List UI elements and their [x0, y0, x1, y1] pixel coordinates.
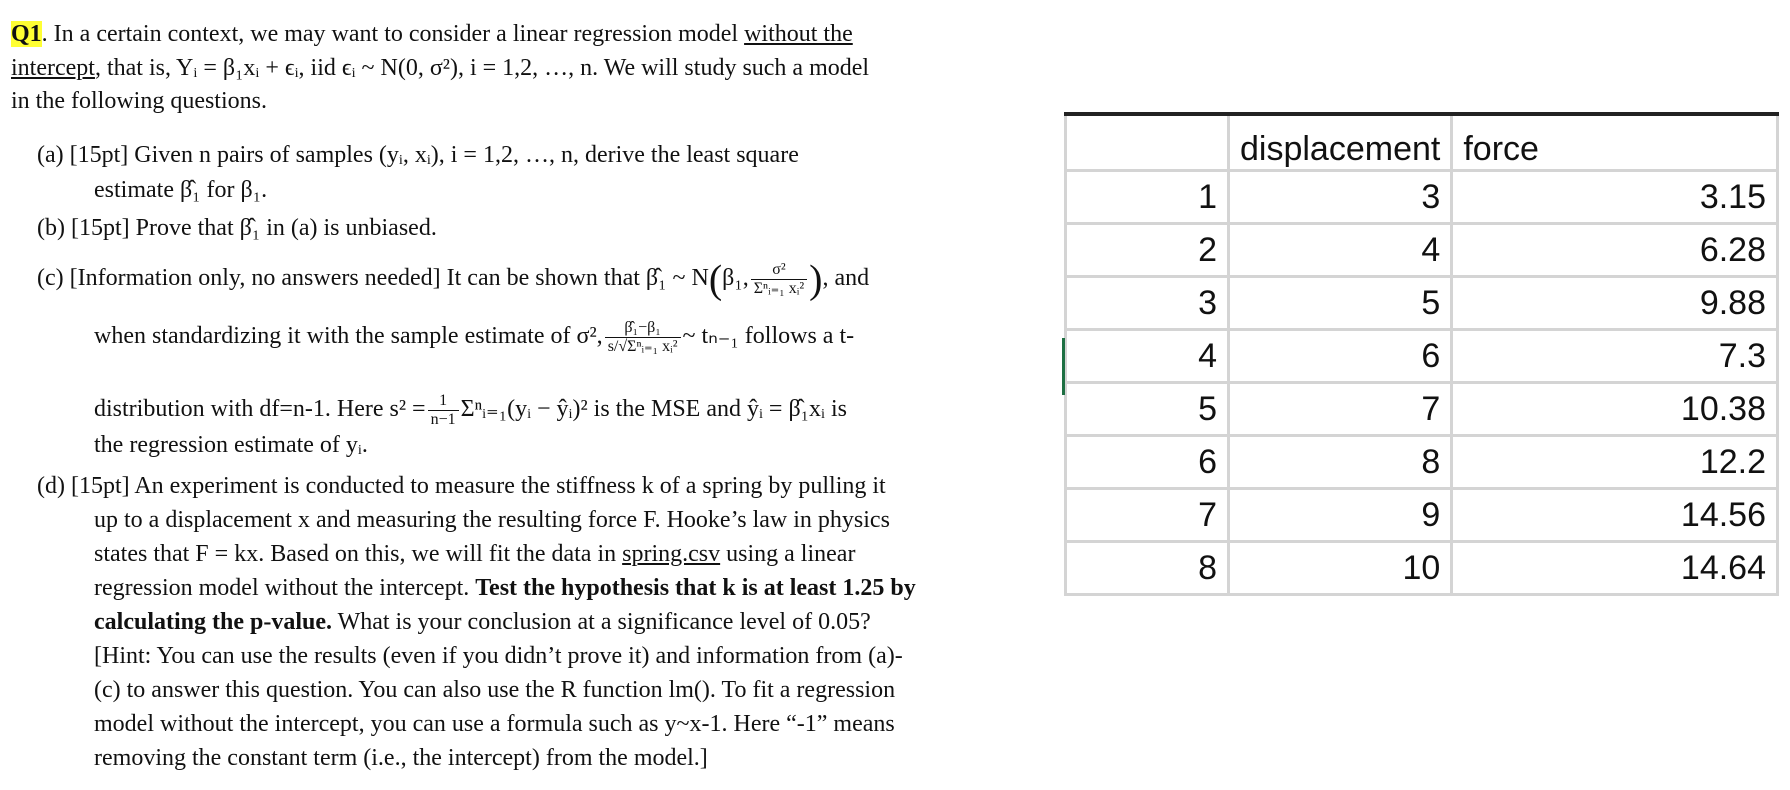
table-cell[interactable]: 4: [1066, 330, 1229, 383]
numerator: σ²: [751, 261, 807, 280]
table-cell[interactable]: 8: [1229, 436, 1452, 489]
table-cell[interactable]: 2: [1066, 224, 1229, 277]
table-cell[interactable]: 1: [1066, 171, 1229, 224]
intro-line-1: [11, 19, 853, 49]
table-row: [1066, 383, 1778, 436]
table-cell[interactable]: 9.88: [1452, 277, 1778, 330]
table-row: [1066, 224, 1778, 277]
table-cell[interactable]: 3: [1066, 277, 1229, 330]
part-d-line-2: up to a displacement x and measuring the resulting force F. Hooke’s law in physics: [94, 507, 890, 533]
part-c-line-3: [94, 389, 847, 429]
part-a-line-2: estimate β̂₁ for β₁.: [94, 177, 268, 203]
denominator: n−1: [430, 410, 456, 428]
table-header-row: [1066, 114, 1778, 171]
part-d-line-9: removing the constant term (i.e., the intercept) from the model.]: [94, 745, 708, 771]
table-cell[interactable]: 4: [1229, 224, 1452, 277]
table-cell[interactable]: 10: [1229, 542, 1452, 595]
table-row: [1066, 436, 1778, 489]
numerator: 1: [428, 392, 459, 411]
part-d-line-6: [Hint: You can use the results (even if you didn’t prove it) and information from (a)-: [94, 643, 903, 669]
table-cell[interactable]: 6: [1229, 330, 1452, 383]
text: What is your conclusion at a significance level of 0.05?: [332, 609, 871, 635]
denominator: s/√Σⁿᵢ₌₁ xᵢ²: [607, 337, 678, 355]
denominator: Σⁿᵢ₌₁ xᵢ²: [753, 279, 805, 297]
text: distribution with df=n-1. Here s² =: [94, 396, 426, 422]
part-d-line-1: (d) [15pt] An experiment is conducted to measure the stiffness k of a spring by pulling it: [37, 473, 886, 499]
intro-line-3: in the following questions.: [11, 88, 267, 114]
part-d-line-3: [94, 539, 855, 569]
table-cell[interactable]: 9: [1229, 489, 1452, 542]
file-link[interactable]: spring.csv: [622, 541, 721, 567]
text: using a linear: [720, 541, 856, 567]
text: (c) [Information only, no answers needed] It can be shown that β̂₁ ~ N: [37, 265, 709, 291]
table-cell[interactable]: 14.64: [1452, 542, 1778, 595]
part-a-line-1: (a) [15pt] Given n pairs of samples (yᵢ, xᵢ), i = 1,2, …, n, derive the least square: [37, 142, 799, 168]
table-cell[interactable]: 7.3: [1452, 330, 1778, 383]
table-row: [1066, 277, 1778, 330]
table-cell[interactable]: 5: [1066, 383, 1229, 436]
numerator: β̂₁−β₁: [605, 319, 681, 338]
text: , that is, Yᵢ = β₁xᵢ + ϵᵢ, iid ϵᵢ ~ N(0, σ²), i = 1,2, …, n. We will study such a model: [94, 55, 870, 81]
header-cell[interactable]: [1066, 114, 1229, 171]
table-cell[interactable]: 7: [1229, 383, 1452, 436]
text: Σⁿᵢ₌₁(yᵢ − ŷᵢ)² is the MSE and ŷᵢ = β̂₁xᵢ is: [460, 396, 847, 422]
table-cell[interactable]: 10.38: [1452, 383, 1778, 436]
text: states that F = kx. Based on this, we will fit the data in: [94, 541, 623, 567]
header-cell[interactable]: force: [1452, 114, 1778, 171]
part-d-line-4: [94, 573, 916, 603]
part-d-line-5: [94, 607, 871, 637]
part-c-line-2: [94, 316, 854, 356]
table-cell[interactable]: 14.56: [1452, 489, 1778, 542]
underlined-text: without the: [744, 21, 853, 47]
underlined-text: intercept: [11, 55, 95, 81]
text: . In a certain context, we may want to consider a linear regression model: [41, 21, 745, 47]
table-cell[interactable]: 3: [1229, 171, 1452, 224]
text: regression model without the intercept.: [94, 575, 476, 601]
part-d-line-8: model without the intercept, you can use a formula such as y~x-1. Here “-1” means: [94, 711, 895, 737]
text: , and: [822, 265, 870, 291]
part-d-line-7: (c) to answer this question. You can also use the R function lm(). To fit a regression: [94, 677, 896, 703]
paren: (: [708, 256, 723, 302]
table-row: [1066, 542, 1778, 595]
spring-data-table: [1064, 112, 1779, 596]
table-cell[interactable]: 5: [1229, 277, 1452, 330]
text: β₁,: [722, 265, 749, 291]
part-c-line-1: [37, 256, 870, 302]
t-stat-fraction: [605, 319, 681, 356]
mse-fraction: [428, 392, 459, 429]
part-b-line-1: (b) [15pt] Prove that β̂₁ in (a) is unbiased.: [37, 215, 437, 241]
table-row: [1066, 330, 1778, 383]
active-row-marker: [1062, 338, 1065, 395]
question-label: Q1: [11, 21, 42, 47]
table-cell[interactable]: 8: [1066, 542, 1229, 595]
paren: ): [809, 256, 823, 302]
table-cell[interactable]: 3.15: [1452, 171, 1778, 224]
intro-line-2: [11, 53, 869, 83]
text: ~ tₙ₋₁ follows a t-: [682, 323, 855, 349]
variance-fraction: [751, 261, 807, 298]
table-row: [1066, 489, 1778, 542]
header-cell[interactable]: displacement: [1229, 114, 1452, 171]
text: when standardizing it with the sample estimate of σ²,: [94, 323, 603, 349]
table-cell[interactable]: 6: [1066, 436, 1229, 489]
part-c-line-4: the regression estimate of yᵢ.: [94, 432, 368, 458]
table-cell[interactable]: 6.28: [1452, 224, 1778, 277]
bold-text: Test the hypothesis that k is at least 1.25 by: [475, 575, 916, 601]
table-cell[interactable]: 12.2: [1452, 436, 1778, 489]
table-row: [1066, 171, 1778, 224]
bold-text: calculating the p-value.: [94, 609, 332, 635]
table-cell[interactable]: 7: [1066, 489, 1229, 542]
